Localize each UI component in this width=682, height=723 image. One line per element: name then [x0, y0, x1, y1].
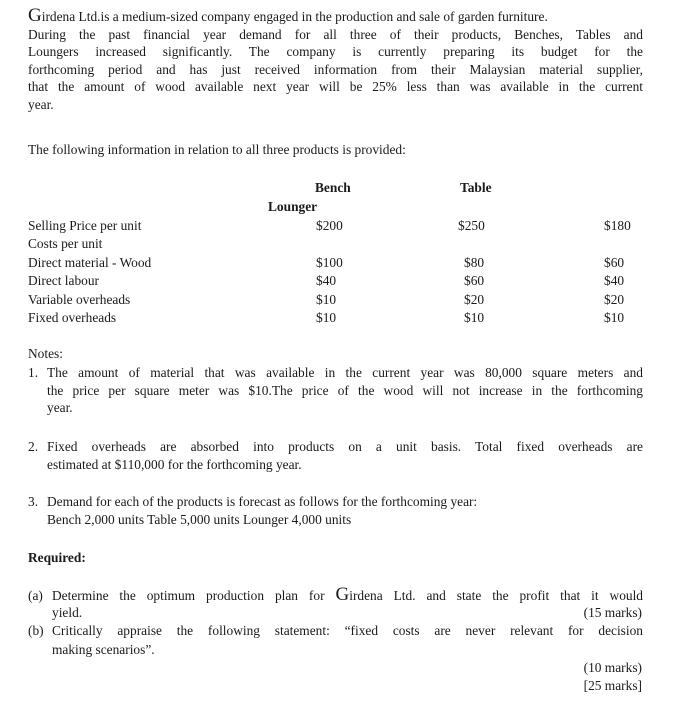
- note-1-line-1: The amount of material that was available in the current year was 80,000 square meters and: [47, 365, 643, 380]
- cell-bench-direct-labour: $40: [316, 273, 337, 288]
- cell-bench-direct-material: $100: [316, 255, 343, 270]
- note-2-number: 2.: [28, 439, 39, 454]
- row-label-selling-price: Selling Price per unit: [28, 218, 142, 233]
- info-line: The following information in relation to all three products is provided:: [28, 142, 406, 157]
- part-a-suffix: irdena Ltd. and state the profit that it would: [349, 588, 643, 603]
- cell-lounger-direct-material: $60: [604, 255, 625, 270]
- cell-bench-selling-price: $200: [316, 218, 343, 233]
- total-marks: [25 marks]: [583, 678, 642, 693]
- cell-table-direct-labour: $60: [464, 273, 485, 288]
- note-3: [47, 493, 643, 528]
- note-2: [47, 438, 643, 473]
- intro-line-4: forthcoming period and has just received information from their Malaysian material supplier,: [28, 61, 643, 77]
- note-1-line-3: year.: [47, 400, 73, 416]
- cell-bench-variable-overheads: $10: [316, 292, 337, 307]
- cell-table-direct-material: $80: [464, 255, 485, 270]
- note-3-line-2: Bench 2,000 units Table 5,000 units Lounger 4,000 units: [47, 511, 352, 527]
- part-b-marks: (10 marks): [583, 660, 642, 675]
- part-b-line-1: Critically appraise the following statement: “fixed costs are never relevant for decision: [52, 623, 643, 638]
- intro-line-3: Loungers increased significantly. The company is currently preparing its budget for the: [28, 44, 643, 60]
- intro-line-1-text: irdena Ltd.is a medium-sized company engaged in the production and sale of garden furniture.: [41, 9, 548, 24]
- row-label-variable-overheads: Variable overheads: [28, 292, 131, 307]
- row-label-costs: Costs per unit: [28, 236, 103, 251]
- note-1-line-2: the price per square meter was $10.The price of the wood will not increase in the forthcoming: [47, 382, 643, 398]
- intro-drop-letter: G: [28, 5, 42, 26]
- row-label-fixed-overheads: Fixed overheads: [28, 310, 117, 325]
- part-b-line-2: making scenarios”.: [52, 642, 155, 657]
- cell-lounger-fixed-overheads: $10: [604, 310, 625, 325]
- part-a-prefix: Determine the optimum production plan for: [52, 588, 325, 603]
- header-table: Table: [460, 180, 492, 195]
- cell-lounger-selling-price: $180: [604, 218, 631, 233]
- part-b-label: (b): [28, 623, 44, 638]
- part-a-marks: (15 marks): [583, 605, 642, 620]
- intro-line-6: year.: [28, 96, 54, 112]
- intro-line-1: [28, 5, 643, 26]
- intro-line-5: that the amount of wood available next year will be 25% less than was available in the current: [28, 79, 643, 95]
- note-3-line-1: Demand for each of the products is forecast as follows for the forthcoming year:: [47, 494, 478, 509]
- header-bench: Bench: [315, 180, 351, 195]
- row-label-direct-material: Direct material - Wood: [28, 255, 152, 270]
- note-3-number: 3.: [28, 494, 39, 509]
- note-1-number: 1.: [28, 365, 39, 380]
- header-lounger: Lounger: [268, 199, 318, 214]
- note-2-line-2: estimated at $110,000 for the forthcoming year.: [47, 456, 302, 472]
- note-1: [47, 364, 643, 417]
- cell-table-selling-price: $250: [458, 218, 485, 233]
- intro-line-2: During the past financial year demand for all three of their products, Benches, Tables and: [28, 26, 643, 42]
- part-a-line-1: [52, 584, 643, 605]
- row-label-direct-labour: Direct labour: [28, 273, 100, 288]
- cell-table-variable-overheads: $20: [464, 292, 485, 307]
- part-a-label: (a): [28, 588, 43, 603]
- cell-lounger-variable-overheads: $20: [604, 292, 625, 307]
- intro-paragraph: [28, 5, 643, 114]
- note-2-line-1: Fixed overheads are absorbed into products on a unit basis. Total fixed overheads are: [47, 439, 643, 454]
- required-heading: Required:: [28, 550, 86, 565]
- part-a-drop-letter: G: [335, 584, 350, 605]
- notes-heading: Notes:: [28, 346, 63, 361]
- part-a-line-2: yield.: [52, 605, 83, 620]
- cell-bench-fixed-overheads: $10: [316, 310, 337, 325]
- cell-table-fixed-overheads: $10: [464, 310, 485, 325]
- cell-lounger-direct-labour: $40: [604, 273, 625, 288]
